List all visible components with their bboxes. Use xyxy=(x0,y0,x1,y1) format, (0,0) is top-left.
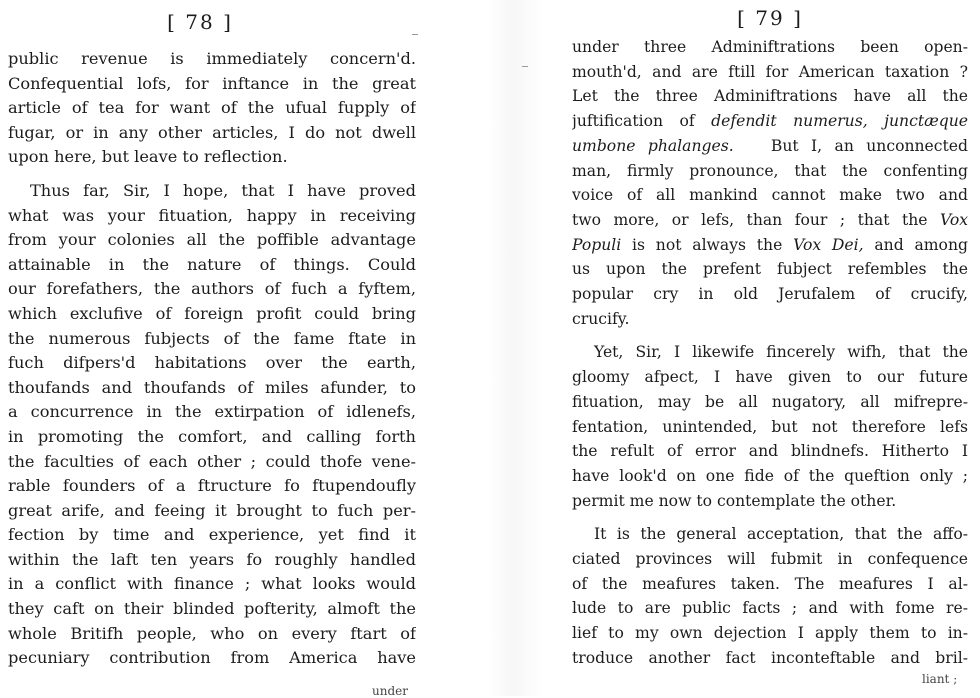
text-line: what was your fituation, happy in receiving xyxy=(8,205,416,225)
text-line: crucify. xyxy=(572,309,630,328)
text-line: Confequential lofs, for inftance in the great xyxy=(8,73,416,93)
text-line: Thus far, Sir, I hope, that I have proved xyxy=(30,180,416,200)
text-line: pecuniary contribution from America have xyxy=(8,648,416,668)
text-line: rable founders of a ftructure fo ftupendoufly xyxy=(8,476,416,496)
text-line: in promoting the comfort, and calling forth xyxy=(8,426,416,446)
text-run: and among xyxy=(874,235,968,254)
text-line xyxy=(572,109,968,134)
text-line: great arife, and feeing it brought to fuch per- xyxy=(8,500,416,520)
text-line: attainable in the nature of things. Could xyxy=(8,254,416,274)
text-line: the faculties of each other ; could thofe vene- xyxy=(8,451,416,471)
text-line: within the laft ten years fo roughly handled xyxy=(8,549,416,569)
text-line: fuch difpers'd habitations over the earth, xyxy=(8,353,416,373)
text-line: from your colonies all the poffible advantage xyxy=(8,230,416,250)
italic-run: defendit numerus, junctæque xyxy=(711,112,968,131)
text-line: popular cry in old Jerufalem of crucify, xyxy=(572,285,968,304)
text-line: mouth'd, and are ftill for American taxation ? xyxy=(572,62,968,81)
text-line xyxy=(572,233,968,258)
text-line: voice of all mankind cannot make two and xyxy=(572,186,968,205)
book-spine-gutter xyxy=(488,0,544,696)
text-line: upon here, but leave to reflection. xyxy=(8,147,288,167)
right-page xyxy=(560,0,980,696)
text-line: Let the three Adminiftrations have all the xyxy=(572,87,968,106)
text-line: lief to my own dejection I apply them to in- xyxy=(572,624,968,643)
text-run: But I, an unconnected xyxy=(770,136,968,155)
text-line: fection by time and experience, yet find it xyxy=(8,525,416,545)
text-line: It is the general acceptation, that the affo- xyxy=(594,525,968,544)
text-line: in a conflict with finance ; what looks would xyxy=(8,574,416,594)
text-line: thoufands and thoufands of miles afunder, to xyxy=(8,377,416,397)
text-line: they caft on their blinded pofterity, almoft the xyxy=(8,599,416,619)
text-line xyxy=(572,134,968,159)
text-line: which exclufive of foreign profit could bring xyxy=(8,303,416,323)
italic-run: Vox xyxy=(939,210,968,229)
text-line: Yet, Sir, I likewife fincerely wifh, that the xyxy=(594,343,968,362)
text-run: two more, or lefs, than four ; that the xyxy=(572,210,928,229)
text-line: have look'd on one fide of the queftion only ; xyxy=(572,466,968,485)
text-line: our forefathers, the authors of fuch a fyftem, xyxy=(8,279,416,299)
right-page-text xyxy=(572,35,968,671)
text-line: fentation, unintended, but not therefore lefs xyxy=(572,417,968,436)
print-speck xyxy=(522,66,528,67)
text-line: permit me now to contemplate the other. xyxy=(572,491,897,510)
text-line: lude to are public facts ; and with fome re- xyxy=(572,599,968,618)
page-number-left: [ 78 ] xyxy=(167,10,233,34)
text-line: of the meafures taken. The meafures I al- xyxy=(572,574,968,593)
left-page-text xyxy=(8,47,416,671)
text-line: a concurrence in the extirpation of idlenefs, xyxy=(8,402,416,422)
text-line: fituation, may be all nugatory, all mifrepre- xyxy=(572,392,968,411)
page-number-right: [ 79 ] xyxy=(737,6,803,30)
text-line xyxy=(572,208,968,233)
text-line: gloomy afpect, I have given to our future xyxy=(572,368,968,387)
text-run: juftification of xyxy=(572,112,695,131)
text-line: under three Adminiftrations been open- xyxy=(572,38,968,56)
text-line: man, firmly pronounce, that the confenting xyxy=(572,161,968,180)
italic-run: umbone phalanges. xyxy=(572,136,734,155)
text-line: fugar, or in any other articles, I do not dwell xyxy=(8,122,416,142)
text-line: the numerous fubjects of the fame ftate in xyxy=(8,328,416,348)
italic-run: Populi xyxy=(572,235,622,254)
text-line: the refult of error and blindnefs. Hitherto I xyxy=(572,442,968,461)
text-line: whole Britifh people, who on every ftart of xyxy=(8,623,416,643)
text-run: is not always the xyxy=(632,235,783,254)
catchword-left: under xyxy=(372,684,408,698)
text-line: ciated provinces will fubmit in confequence xyxy=(572,550,968,569)
italic-run: Vox Dei, xyxy=(793,235,864,254)
catchword-right: liant ; xyxy=(922,672,958,686)
text-line: troduce another fact inconteftable and bril- xyxy=(572,648,968,667)
text-line: us upon the prefent fubject refembles the xyxy=(572,260,968,279)
left-page xyxy=(0,0,440,696)
text-line: public revenue is immediately concern'd. xyxy=(8,49,416,68)
text-line: article of tea for want of the ufual fupply of xyxy=(8,98,416,118)
